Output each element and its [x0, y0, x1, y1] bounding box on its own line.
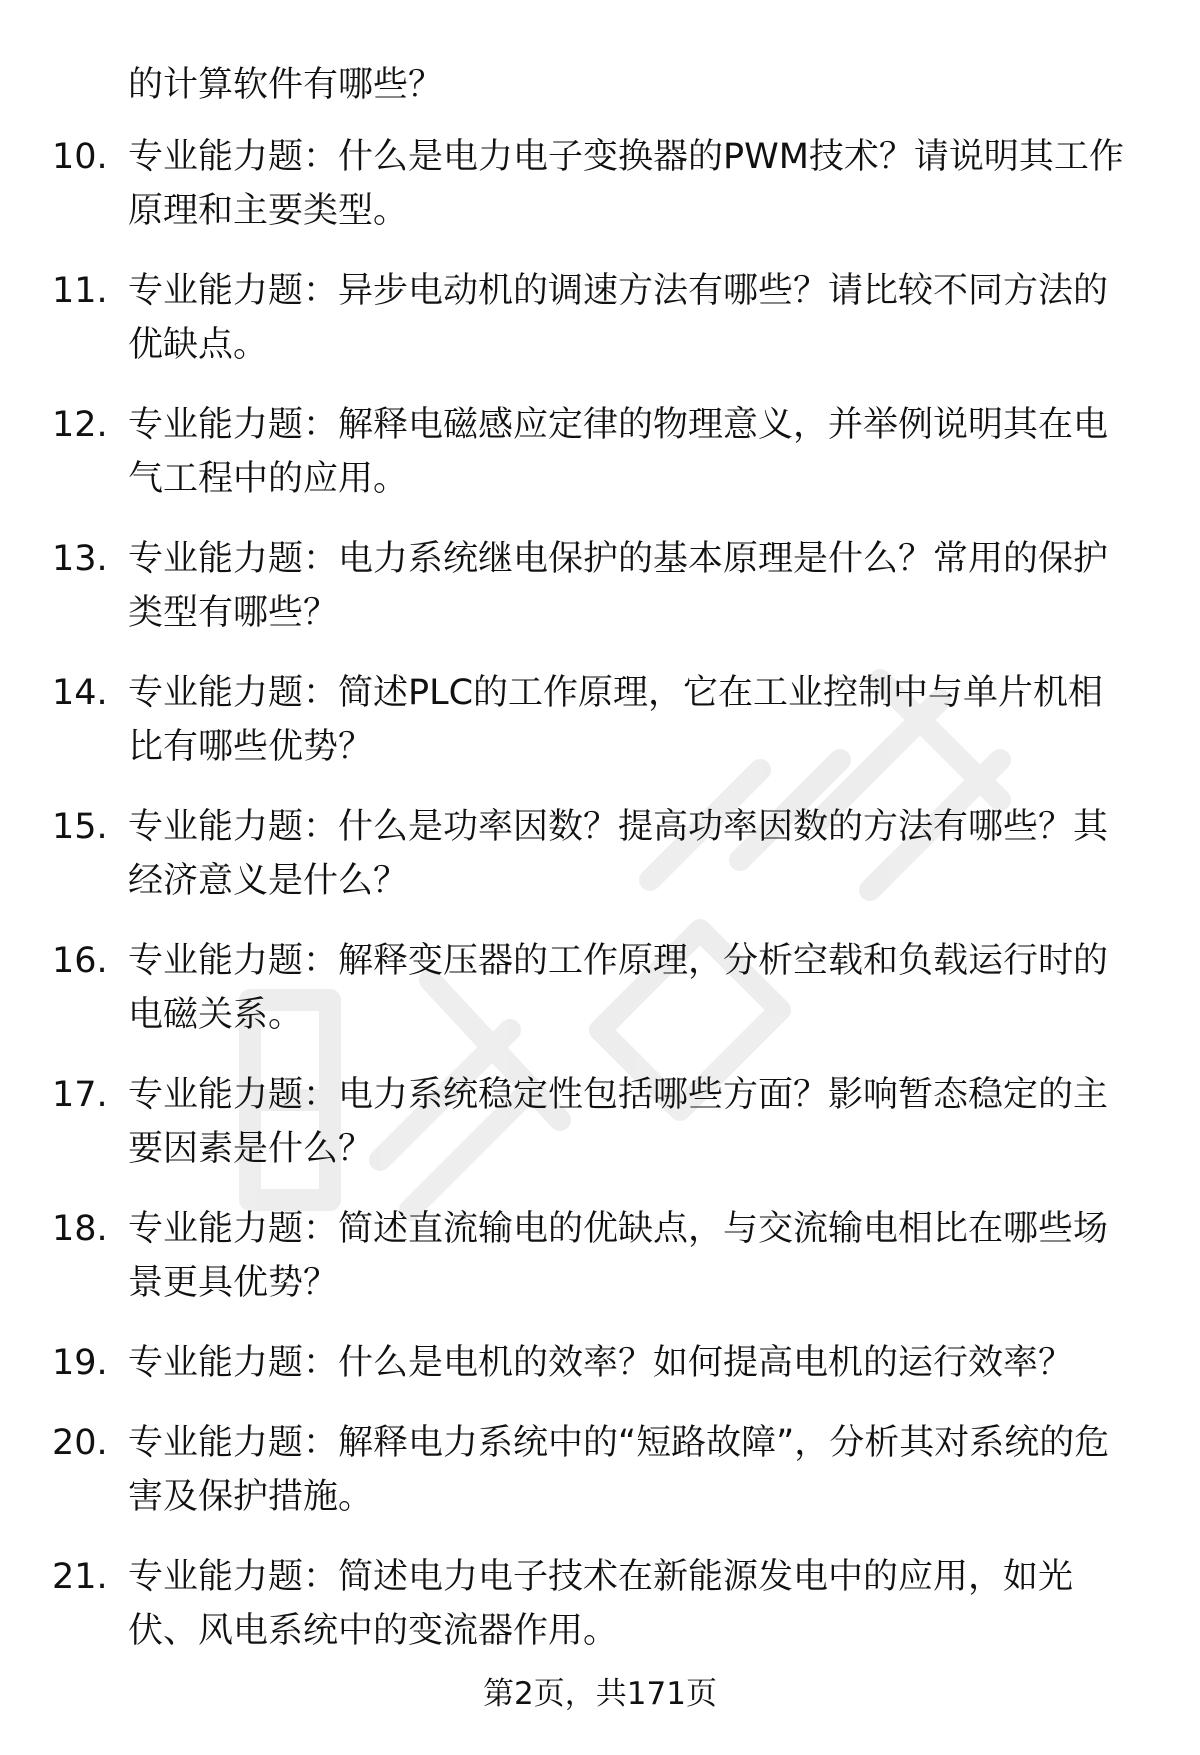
- question-number: 18.: [52, 1209, 108, 1249]
- question-text: 专业能力题：简述PLC的工作原理，它在工业控制中与单片机相比有哪些优势？: [128, 673, 1104, 767]
- question-text: 专业能力题：简述电力电子技术在新能源发电中的应用，如光伏、风电系统中的变流器作用。: [128, 1557, 1074, 1651]
- question-number: 10.: [52, 137, 108, 177]
- question-text: 专业能力题：什么是电机的效率？如何提高电机的运行效率？: [128, 1343, 1074, 1383]
- question-text: 专业能力题：电力系统继电保护的基本原理是什么？常用的保护类型有哪些？: [128, 539, 1109, 633]
- question-text: 专业能力题：什么是功率因数？提高功率因数的方法有哪些？其经济意义是什么？: [128, 807, 1109, 901]
- page-footer: 第2页，共171页: [483, 1676, 717, 1712]
- question-text: 专业能力题：解释电磁感应定律的物理意义，并举例说明其在电气工程中的应用。: [128, 405, 1109, 499]
- question-number: 15.: [52, 807, 108, 847]
- question-text: 专业能力题：解释变压器的工作原理，分析空载和负载运行时的电磁关系。: [128, 941, 1109, 1035]
- question-text: 专业能力题：异步电动机的调速方法有哪些？请比较不同方法的优缺点。: [128, 271, 1109, 365]
- question-text: 专业能力题：解释电力系统中的“短路故障”，分析其对系统的危害及保护措施。: [128, 1423, 1110, 1517]
- question-number: 16.: [52, 941, 108, 981]
- question-number: 17.: [52, 1075, 108, 1115]
- question-number: 21.: [52, 1557, 108, 1597]
- question-number: 14.: [52, 673, 108, 713]
- question-number: 11.: [52, 271, 108, 311]
- question-number: 12.: [52, 405, 108, 445]
- question-text: 专业能力题：简述直流输电的优缺点，与交流输电相比在哪些场景更具优势？: [128, 1209, 1109, 1303]
- question-number: 13.: [52, 539, 108, 579]
- question-text: 专业能力题：什么是电力电子变换器的PWM技术？请说明其工作原理和主要类型。: [128, 137, 1124, 231]
- question-number: 20.: [52, 1423, 108, 1463]
- continuation-text: 的计算软件有哪些？: [128, 65, 444, 105]
- question-number: 19.: [52, 1343, 108, 1383]
- question-text: 专业能力题：电力系统稳定性包括哪些方面？影响暂态稳定的主要因素是什么？: [128, 1075, 1109, 1169]
